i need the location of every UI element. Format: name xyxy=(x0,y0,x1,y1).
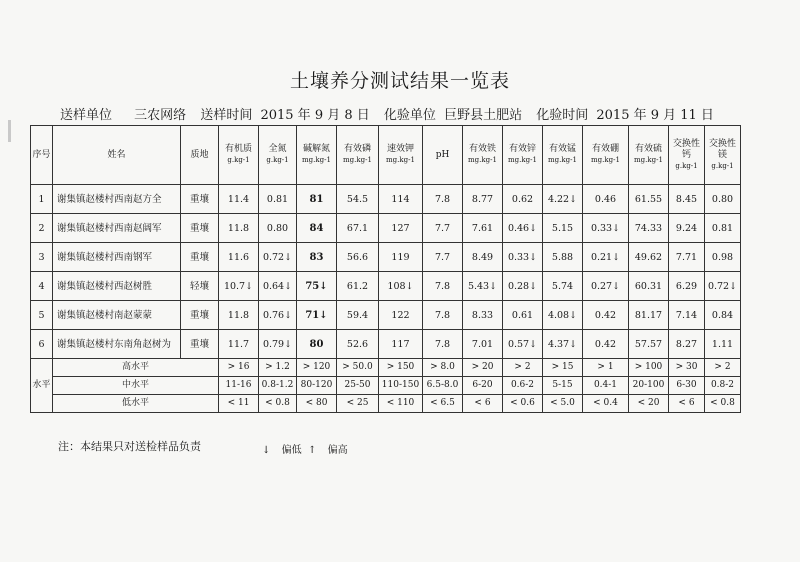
header-label: 全氮 xyxy=(268,144,287,154)
results-table xyxy=(30,125,741,413)
table-cell: 5.15 xyxy=(543,214,583,243)
header-cell xyxy=(669,126,705,185)
header-unit: g.kg-1 xyxy=(266,156,289,164)
header-cell xyxy=(583,126,629,185)
report-title: 土壤养分测试结果一览表 xyxy=(289,70,510,92)
table-cell: 0.98 xyxy=(705,243,741,272)
table-row xyxy=(31,214,741,243)
header-unit: mg.kg-1 xyxy=(508,156,537,164)
table-cell: 8.27 xyxy=(669,330,705,359)
table-cell: 0.84 xyxy=(705,301,741,330)
table-cell: 7.8 xyxy=(423,330,463,359)
header-label: 碱解氮 xyxy=(302,144,330,154)
report-meta xyxy=(60,104,724,123)
level-cell: < 20 xyxy=(629,395,669,413)
level-cell: > 20 xyxy=(463,359,503,377)
level-cell: 0.6-2 xyxy=(503,377,543,395)
header-cell xyxy=(705,126,741,185)
level-row xyxy=(31,395,741,413)
sender-label: 送样单位 xyxy=(60,108,113,123)
table-cell: 0.33↓ xyxy=(583,214,629,243)
table-cell: 0.72↓ xyxy=(259,243,297,272)
level-cell: < 0.6 xyxy=(503,395,543,413)
level-cell: > 150 xyxy=(379,359,423,377)
level-cell: < 6.5 xyxy=(423,395,463,413)
send-time-value: 2015 年 9 月 8 日 xyxy=(260,108,370,123)
header-cell xyxy=(423,126,463,185)
header-cell xyxy=(219,126,259,185)
header-label: 有效硼 xyxy=(591,144,619,154)
table-cell: 1 xyxy=(31,185,53,214)
table-cell: 谢集镇赵楼村西赵树胜 xyxy=(53,272,181,301)
level-cell: 5-15 xyxy=(543,377,583,395)
table-cell: 119 xyxy=(379,243,423,272)
table-cell: 0.46 xyxy=(583,185,629,214)
table-cell: 0.46↓ xyxy=(503,214,543,243)
level-cell: > 1.2 xyxy=(259,359,297,377)
header-cell xyxy=(503,126,543,185)
table-cell: 4.08↓ xyxy=(543,301,583,330)
level-cell: < 110 xyxy=(379,395,423,413)
table-cell: 1.11 xyxy=(705,330,741,359)
level-row xyxy=(31,377,741,395)
header-unit: g.kg-1 xyxy=(227,156,250,164)
table-cell: 0.64↓ xyxy=(259,272,297,301)
table-cell: 5.74 xyxy=(543,272,583,301)
table-cell: 2 xyxy=(31,214,53,243)
level-cell: < 6 xyxy=(463,395,503,413)
level-cell: < 25 xyxy=(337,395,379,413)
level-cell: > 2 xyxy=(503,359,543,377)
table-cell: 0.79↓ xyxy=(259,330,297,359)
level-cell: 0.8-1.2 xyxy=(259,377,297,395)
low-label: 偏低 xyxy=(281,445,302,456)
table-cell: 80 xyxy=(297,330,337,359)
table-row xyxy=(31,330,741,359)
table-cell: 谢集镇赵楼村西南钢军 xyxy=(53,243,181,272)
level-cell: < 6 xyxy=(669,395,705,413)
table-row xyxy=(31,272,741,301)
lab-value: 巨野县土肥站 xyxy=(444,108,523,123)
table-cell: 7.7 xyxy=(423,243,463,272)
level-label: 中水平 xyxy=(53,377,219,395)
table-cell: 0.61 xyxy=(503,301,543,330)
table-cell: 0.42 xyxy=(583,301,629,330)
table-cell: 61.55 xyxy=(629,185,669,214)
lab-label: 化验单位 xyxy=(383,108,436,123)
table-cell: 60.31 xyxy=(629,272,669,301)
table-cell: 8.49 xyxy=(463,243,503,272)
level-cell: < 0.8 xyxy=(705,395,741,413)
header-cell xyxy=(259,126,297,185)
table-cell: 75↓ xyxy=(297,272,337,301)
header-label: 有效锌 xyxy=(508,144,536,154)
table-cell: 谢集镇赵楼村西南赵方全 xyxy=(53,185,181,214)
level-cell: 0.8-2 xyxy=(705,377,741,395)
header-unit: mg.kg-1 xyxy=(591,156,620,164)
level-group-label: 水平 xyxy=(31,359,53,413)
table-cell: 谢集镇赵楼村南赵蒙蒙 xyxy=(53,301,181,330)
table-cell: 0.72↓ xyxy=(705,272,741,301)
table-cell: 5.43↓ xyxy=(463,272,503,301)
header-unit: mg.kg-1 xyxy=(548,156,577,164)
table-cell: 轻壤 xyxy=(181,272,219,301)
table-cell: 4.37↓ xyxy=(543,330,583,359)
table-cell: 49.62 xyxy=(629,243,669,272)
table-cell: 9.24 xyxy=(669,214,705,243)
level-cell: < 0.4 xyxy=(583,395,629,413)
table-cell: 4.22↓ xyxy=(543,185,583,214)
table-cell: 重壤 xyxy=(181,330,219,359)
table-cell: 54.5 xyxy=(337,185,379,214)
header-cell xyxy=(543,126,583,185)
header-label: 有效铁 xyxy=(468,144,496,154)
header-cell xyxy=(53,126,181,185)
level-cell: > 2 xyxy=(705,359,741,377)
table-cell: 7.01 xyxy=(463,330,503,359)
header-unit: mg.kg-1 xyxy=(302,156,331,164)
header-unit: mg.kg-1 xyxy=(343,156,372,164)
send-time-label: 送样时间 xyxy=(200,108,253,123)
table-cell: 52.6 xyxy=(337,330,379,359)
header-label: 有效磷 xyxy=(343,144,371,154)
table-cell: 8.45 xyxy=(669,185,705,214)
table-cell: 84 xyxy=(297,214,337,243)
table-cell: 0.76↓ xyxy=(259,301,297,330)
table-cell: 56.6 xyxy=(337,243,379,272)
table-cell: 7.61 xyxy=(463,214,503,243)
header-row xyxy=(31,126,741,185)
header-label: 有效锰 xyxy=(548,144,576,154)
level-cell: 6-30 xyxy=(669,377,705,395)
level-cell: 20-100 xyxy=(629,377,669,395)
table-cell: 0.80 xyxy=(259,214,297,243)
table-cell: 7.8 xyxy=(423,301,463,330)
header-label: 质地 xyxy=(190,149,209,160)
table-cell: 7.8 xyxy=(423,185,463,214)
table-cell: 11.6 xyxy=(219,243,259,272)
table-cell: 81.17 xyxy=(629,301,669,330)
level-cell: 6-20 xyxy=(463,377,503,395)
level-row xyxy=(31,359,741,377)
table-cell: 6 xyxy=(31,330,53,359)
table-cell: 83 xyxy=(297,243,337,272)
header-label: 姓名 xyxy=(107,149,126,160)
header-label: pH xyxy=(435,149,450,160)
header-unit: g.kg-1 xyxy=(675,161,698,170)
table-cell: 59.4 xyxy=(337,301,379,330)
high-label: 偏高 xyxy=(327,445,348,456)
header-cell xyxy=(629,126,669,185)
table-cell: 5 xyxy=(31,301,53,330)
table-cell: 81 xyxy=(297,185,337,214)
table-cell: 重壤 xyxy=(181,185,219,214)
test-time-label: 化验时间 xyxy=(536,108,589,123)
header-unit: mg.kg-1 xyxy=(386,156,415,164)
level-cell: 110-150 xyxy=(379,377,423,395)
table-cell: 7.14 xyxy=(669,301,705,330)
level-cell: < 11 xyxy=(219,395,259,413)
header-label: 序号 xyxy=(32,149,51,160)
table-cell: 0.62 xyxy=(503,185,543,214)
level-cell: < 5.0 xyxy=(543,395,583,413)
table-cell: 11.8 xyxy=(219,301,259,330)
table-cell: 67.1 xyxy=(337,214,379,243)
level-cell: > 15 xyxy=(543,359,583,377)
table-row xyxy=(31,243,741,272)
table-cell: 6.29 xyxy=(669,272,705,301)
up-arrow-icon: ↑ xyxy=(308,445,317,456)
header-unit: mg.kg-1 xyxy=(468,156,497,164)
table-cell: 0.42 xyxy=(583,330,629,359)
header-label: 有机质 xyxy=(224,144,252,154)
table-cell: 谢集镇赵楼村东南角赵树为 xyxy=(53,330,181,359)
level-label: 高水平 xyxy=(53,359,219,377)
level-cell: 80-120 xyxy=(297,377,337,395)
table-cell: 74.33 xyxy=(629,214,669,243)
table-cell: 57.57 xyxy=(629,330,669,359)
table-cell: 122 xyxy=(379,301,423,330)
table-cell: 重壤 xyxy=(181,301,219,330)
table-cell: 127 xyxy=(379,214,423,243)
header-unit: g.kg-1 xyxy=(711,161,734,170)
table-cell: 重壤 xyxy=(181,243,219,272)
table-cell: 114 xyxy=(379,185,423,214)
level-cell: 6.5-8.0 xyxy=(423,377,463,395)
table-cell: 7.7 xyxy=(423,214,463,243)
header-cell xyxy=(31,126,53,185)
level-cell: > 1 xyxy=(583,359,629,377)
header-label: 交换性镁 xyxy=(708,138,736,160)
header-cell xyxy=(297,126,337,185)
level-label: 低水平 xyxy=(53,395,219,413)
header-unit: mg.kg-1 xyxy=(634,156,663,164)
table-cell: 谢集镇赵楼村西南赵阔军 xyxy=(53,214,181,243)
table-cell: 61.2 xyxy=(337,272,379,301)
table-cell: 5.88 xyxy=(543,243,583,272)
level-cell: > 30 xyxy=(669,359,705,377)
header-cell xyxy=(337,126,379,185)
level-cell: > 8.0 xyxy=(423,359,463,377)
down-arrow-icon: ↓ xyxy=(262,445,271,456)
scan-mark xyxy=(8,120,11,142)
table-cell: 3 xyxy=(31,243,53,272)
level-cell: 25-50 xyxy=(337,377,379,395)
level-cell: > 120 xyxy=(297,359,337,377)
table-cell: 0.81 xyxy=(705,214,741,243)
table-cell: 0.80 xyxy=(705,185,741,214)
level-cell: < 80 xyxy=(297,395,337,413)
table-cell: 重壤 xyxy=(181,214,219,243)
level-cell: > 50.0 xyxy=(337,359,379,377)
table-cell: 108↓ xyxy=(379,272,423,301)
table-cell: 11.8 xyxy=(219,214,259,243)
table-cell: 0.33↓ xyxy=(503,243,543,272)
table-cell: 0.81 xyxy=(259,185,297,214)
table-cell: 11.7 xyxy=(219,330,259,359)
table-row xyxy=(31,301,741,330)
level-cell: > 16 xyxy=(219,359,259,377)
footer-note: 注：本结果只对送检样品负责 xyxy=(58,440,201,453)
header-cell xyxy=(463,126,503,185)
level-cell: > 100 xyxy=(629,359,669,377)
header-cell xyxy=(181,126,219,185)
table-cell: 0.57↓ xyxy=(503,330,543,359)
header-cell xyxy=(379,126,423,185)
high-legend xyxy=(308,441,348,456)
table-cell: 10.7↓ xyxy=(219,272,259,301)
table-cell: 0.21↓ xyxy=(583,243,629,272)
header-label: 有效硫 xyxy=(634,144,662,154)
table-cell: 117 xyxy=(379,330,423,359)
table-cell: 11.4 xyxy=(219,185,259,214)
level-cell: 0.4-1 xyxy=(583,377,629,395)
header-label: 速效钾 xyxy=(386,144,414,154)
test-time-value: 2015 年 9 月 11 日 xyxy=(596,108,714,123)
level-cell: < 0.8 xyxy=(259,395,297,413)
table-cell: 71↓ xyxy=(297,301,337,330)
level-cell: 11-16 xyxy=(219,377,259,395)
table-cell: 0.27↓ xyxy=(583,272,629,301)
table-cell: 0.28↓ xyxy=(503,272,543,301)
table-cell: 7.8 xyxy=(423,272,463,301)
header-label: 交换性钙 xyxy=(672,138,700,160)
table-cell: 7.71 xyxy=(669,243,705,272)
table-row xyxy=(31,185,741,214)
table-cell: 4 xyxy=(31,272,53,301)
sender-value: 三农网络 xyxy=(134,108,187,123)
low-legend xyxy=(262,441,302,456)
table-cell: 8.77 xyxy=(463,185,503,214)
table-cell: 8.33 xyxy=(463,301,503,330)
